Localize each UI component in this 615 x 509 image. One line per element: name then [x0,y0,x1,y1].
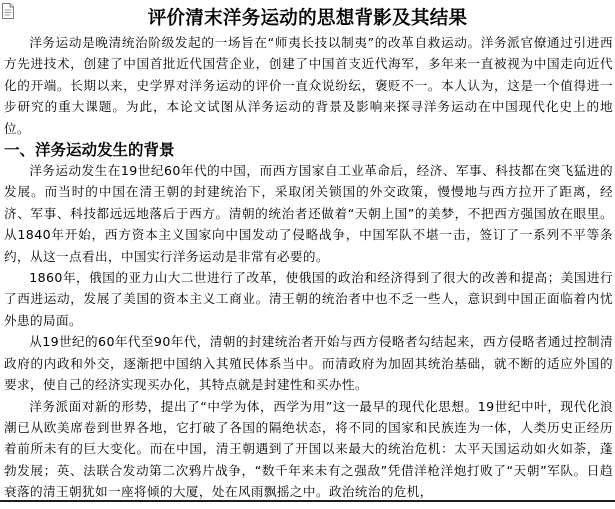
document-title: 评价清末洋务运动的思想背影及其结果 [147,8,468,29]
body-paragraph: 1860年，俄国的亚力山大二世进行了改革，使俄国的政治和经济得到了很大的改善和提高；美国进行了西进运动，发展了美国的资本主义工商业。清王朝的统治者中也不乏一些人，意识到中国正面临着内忧外患的局面。 [4,270,613,328]
document-icon [1,3,15,19]
body-paragraph: 从19世纪的60年代至90年代，清朝的封建统治者开始与西方侵略者勾结起来，西方侵略者通过控制清政府的内政和外交，逐渐把中国纳入其殖民体系当中。而清政府为加固其统治基础，就不断的适应外国的要求，使自己的经济实现买办化，其特点就是封建性和买办性。 [4,334,613,393]
intro-paragraph: 洋务运动是晚清统治阶级发起的一场旨在“师夷长技以制夷”的改革自救运动。洋务派官僚通过引进西方先进技术，创建了中国首批近代国营企业，创建了中国首支近代海军，多年来一直被视为中国走向近代化的开端。长期以来，史学界对洋务运动的评价一直众说纷纭，褒贬不一。本人认为，这是一个值得进一步研究的重大课题。为此，本论文试图从洋务运动的背景及影响来探寻洋务运动在中国现代化史上的地位。 [4,35,613,136]
bottom-rule [0,500,615,502]
body-paragraph: 洋务派面对新的形势，提出了“中学为体，西学为用”这一最早的现代化思想。19世纪中叶，现代化浪潮已从欧美席卷到世界各地，它打破了各国的隔绝状态，将不同的国家和民族连为一体，人类历史正经历着前所未有的巨大变化。而在中国，清王朝遇到了开国以来最大的统治危机：太平天国运动如火如荼，蓬勃发展；英、法联合发动第二次鸦片战争，“数千年来未有之强敌”凭借洋枪洋炮打败了“天朝”军队。日趋衰落的清王朝犹如一座将倾的大厦，处在风雨飘摇之中。政治统治的危机， [4,398,613,500]
section-heading: 一、洋务运动发生的背景 [4,140,175,160]
body-paragraph: 洋务运动发生在19世纪60年代的中国，而西方国家自工业革命后，经济、军事、科技都在突飞猛进的发展。而当时的中国在清王朝的封建统治下，采取闭关锁国的外交政策，慢慢地与西方拉开了距离，经济、军事、科技都远远地落后于西方。清朝的统治者还做着“天朝上国”的美梦，不把西方强国放在眼里。从1840年开始，西方资本主义国家向中国发动了侵略战争，中国军队不堪一击，签订了一系列不平等条约，从这一点看出，中国实行洋务运动是非常有必要的。 [4,163,613,264]
